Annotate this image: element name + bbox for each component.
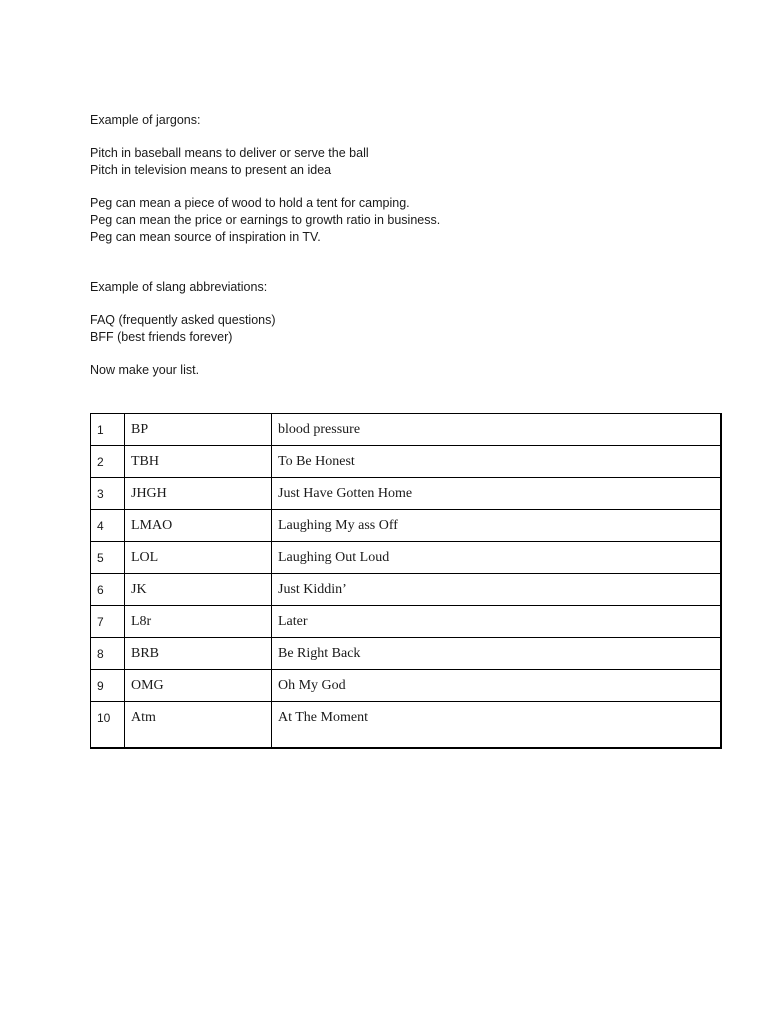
row-number: 2 xyxy=(91,446,125,478)
row-number: 5 xyxy=(91,542,125,574)
row-number: 3 xyxy=(91,478,125,510)
pitch-line: Pitch in television means to present an idea xyxy=(90,163,332,178)
peg-line: Peg can mean source of inspiration in TV. xyxy=(90,229,321,244)
abbreviation-cell: LMAO xyxy=(125,510,272,542)
jargon-heading: Example of jargons: xyxy=(90,113,201,127)
table-row xyxy=(91,510,722,542)
row-number: 1 xyxy=(91,414,125,446)
row-number: 4 xyxy=(91,510,125,542)
peg-line: Peg can mean a piece of wood to hold a tent for camping. xyxy=(90,196,410,211)
table-row xyxy=(91,542,722,574)
table-row xyxy=(91,606,722,638)
row-number: 7 xyxy=(91,606,125,638)
instruction-text: Now make your list. xyxy=(90,363,200,378)
table-row xyxy=(91,638,722,670)
slang-heading: Example of slang abbreviations: xyxy=(90,279,268,294)
meaning-cell: Be Right Back xyxy=(272,638,722,670)
row-number: 8 xyxy=(91,638,125,670)
abbreviation-cell: JK xyxy=(125,574,272,606)
peg-line: Peg can mean the price or earnings to growth ratio in business. xyxy=(90,213,441,228)
table-row xyxy=(91,670,722,702)
meaning-cell: blood pressure xyxy=(272,414,722,446)
table-row xyxy=(91,446,722,478)
abbreviation-cell: OMG xyxy=(125,670,272,702)
table-row xyxy=(91,414,722,446)
meaning-cell: Later xyxy=(272,606,722,638)
row-number: 10 xyxy=(91,702,125,748)
meaning-cell: Laughing Out Loud xyxy=(272,542,722,574)
row-number: 6 xyxy=(91,574,125,606)
pitch-line: Pitch in baseball means to deliver or serve the ball xyxy=(90,146,369,161)
meaning-cell: Oh My God xyxy=(272,670,722,702)
abbreviation-cell: L8r xyxy=(125,606,272,638)
abbreviation-cell: TBH xyxy=(125,446,272,478)
intro-text xyxy=(90,112,730,379)
abbreviation-cell: BP xyxy=(125,414,272,446)
table-row xyxy=(91,478,722,510)
meaning-cell: Laughing My ass Off xyxy=(272,510,722,542)
abbreviation-table xyxy=(90,413,722,749)
row-number: 9 xyxy=(91,670,125,702)
slang-example: BFF (best friends forever) xyxy=(90,329,233,344)
meaning-cell: At The Moment xyxy=(272,702,722,748)
meaning-cell: To Be Honest xyxy=(272,446,722,478)
abbreviation-cell: Atm xyxy=(125,702,272,748)
meaning-cell: Just Kiddin’ xyxy=(272,574,722,606)
meaning-cell: Just Have Gotten Home xyxy=(272,478,722,510)
abbreviation-cell: LOL xyxy=(125,542,272,574)
table-row xyxy=(91,574,722,606)
slang-example: FAQ (frequently asked questions) xyxy=(90,312,276,327)
abbreviation-cell: JHGH xyxy=(125,478,272,510)
abbreviation-cell: BRB xyxy=(125,638,272,670)
table-row xyxy=(91,702,722,748)
